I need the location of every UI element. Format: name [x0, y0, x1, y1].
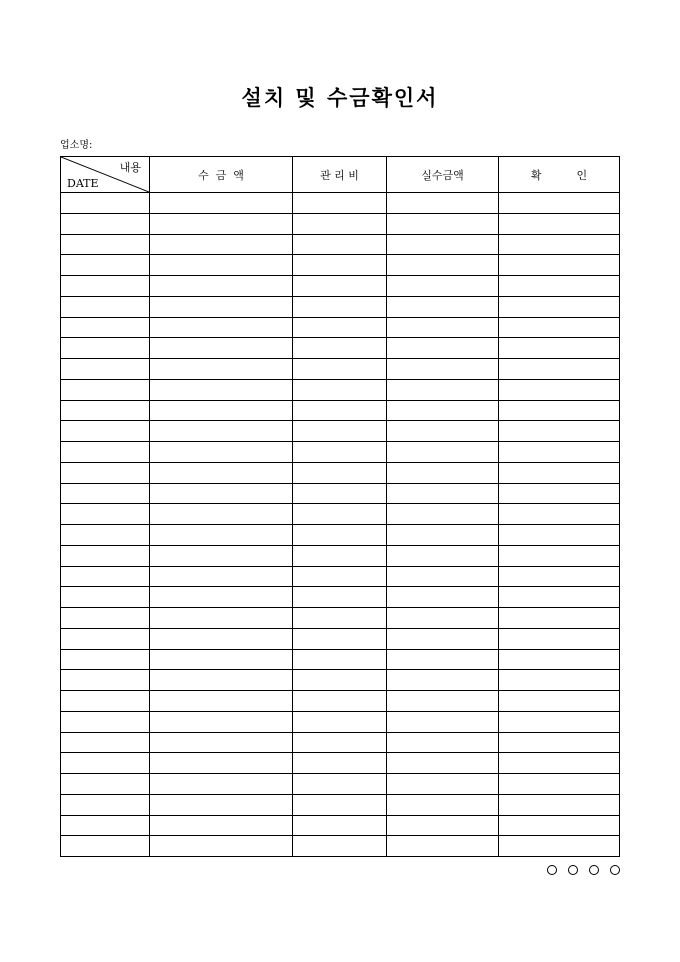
corner-date-label: DATE — [67, 177, 99, 190]
amount-cell[interactable] — [150, 545, 293, 566]
table-row — [61, 587, 620, 608]
confirm-cell[interactable] — [499, 213, 620, 234]
date-cell[interactable] — [61, 753, 150, 774]
amount-cell[interactable] — [150, 462, 293, 483]
table-row — [61, 628, 620, 649]
confirm-cell[interactable] — [499, 462, 620, 483]
date-cell[interactable] — [61, 338, 150, 359]
fee-cell[interactable] — [293, 483, 387, 504]
fee-cell[interactable] — [293, 421, 387, 442]
net-amount-cell[interactable] — [387, 774, 499, 795]
net-amount-cell[interactable] — [387, 608, 499, 629]
amount-cell[interactable] — [150, 296, 293, 317]
confirm-cell[interactable] — [499, 525, 620, 546]
collection-table — [60, 156, 620, 857]
fee-cell[interactable] — [293, 711, 387, 732]
fee-cell[interactable] — [293, 566, 387, 587]
table-body — [61, 193, 620, 857]
table-row — [61, 276, 620, 297]
date-cell[interactable] — [61, 566, 150, 587]
table-row — [61, 732, 620, 753]
net-amount-cell[interactable] — [387, 794, 499, 815]
date-cell[interactable] — [61, 462, 150, 483]
table-row — [61, 379, 620, 400]
table-row — [61, 525, 620, 546]
date-cell[interactable] — [61, 815, 150, 836]
date-cell[interactable] — [61, 587, 150, 608]
date-cell[interactable] — [61, 691, 150, 712]
amount-cell[interactable] — [150, 794, 293, 815]
net-amount-cell[interactable] — [387, 545, 499, 566]
date-cell[interactable] — [61, 400, 150, 421]
date-cell[interactable] — [61, 504, 150, 525]
circle-icon — [589, 865, 599, 875]
fee-cell[interactable] — [293, 338, 387, 359]
table-row — [61, 213, 620, 234]
fee-cell[interactable] — [293, 255, 387, 276]
net-amount-cell[interactable] — [387, 379, 499, 400]
amount-cell[interactable] — [150, 400, 293, 421]
table-row — [61, 400, 620, 421]
table-row — [61, 691, 620, 712]
fee-cell[interactable] — [293, 774, 387, 795]
table-row — [61, 815, 620, 836]
page-title: 설치 및 수금확인서 — [241, 85, 439, 110]
amount-cell[interactable] — [150, 525, 293, 546]
net-amount-cell[interactable] — [387, 213, 499, 234]
amount-cell[interactable] — [150, 276, 293, 297]
table-row — [61, 670, 620, 691]
corner-header — [61, 157, 150, 193]
circle-icon — [568, 865, 578, 875]
confirm-cell[interactable] — [499, 566, 620, 587]
net-amount-cell[interactable] — [387, 566, 499, 587]
confirm-cell[interactable] — [499, 628, 620, 649]
net-amount-cell[interactable] — [387, 338, 499, 359]
confirm-cell[interactable] — [499, 774, 620, 795]
confirm-cell[interactable] — [499, 608, 620, 629]
net-amount-cell[interactable] — [387, 670, 499, 691]
confirm-cell[interactable] — [499, 338, 620, 359]
confirm-cell[interactable] — [499, 379, 620, 400]
amount-cell[interactable] — [150, 566, 293, 587]
date-cell[interactable] — [61, 836, 150, 857]
stamp-circles — [547, 865, 620, 875]
date-cell[interactable] — [61, 255, 150, 276]
fee-cell[interactable] — [293, 628, 387, 649]
amount-cell[interactable] — [150, 255, 293, 276]
fee-cell[interactable] — [293, 276, 387, 297]
table-row — [61, 193, 620, 214]
date-cell[interactable] — [61, 483, 150, 504]
fee-cell[interactable] — [293, 836, 387, 857]
fee-cell[interactable] — [293, 608, 387, 629]
table-row — [61, 711, 620, 732]
table-row — [61, 483, 620, 504]
header-net-amount: 실수금액 — [387, 157, 499, 193]
confirm-cell[interactable] — [499, 670, 620, 691]
net-amount-cell[interactable] — [387, 255, 499, 276]
date-cell[interactable] — [61, 608, 150, 629]
confirm-cell[interactable] — [499, 711, 620, 732]
fee-cell[interactable] — [293, 670, 387, 691]
date-cell[interactable] — [61, 296, 150, 317]
date-cell[interactable] — [61, 421, 150, 442]
amount-cell[interactable] — [150, 753, 293, 774]
fee-cell[interactable] — [293, 691, 387, 712]
amount-cell[interactable] — [150, 442, 293, 463]
date-cell[interactable] — [61, 794, 150, 815]
amount-cell[interactable] — [150, 815, 293, 836]
table-row — [61, 421, 620, 442]
amount-cell[interactable] — [150, 504, 293, 525]
confirm-cell[interactable] — [499, 296, 620, 317]
confirm-cell[interactable] — [499, 836, 620, 857]
amount-cell[interactable] — [150, 587, 293, 608]
confirm-cell[interactable] — [499, 753, 620, 774]
date-cell[interactable] — [61, 213, 150, 234]
net-amount-cell[interactable] — [387, 462, 499, 483]
amount-cell[interactable] — [150, 836, 293, 857]
amount-cell[interactable] — [150, 213, 293, 234]
net-amount-cell[interactable] — [387, 234, 499, 255]
amount-cell[interactable] — [150, 628, 293, 649]
net-amount-cell[interactable] — [387, 483, 499, 504]
table-row — [61, 836, 620, 857]
net-amount-cell[interactable] — [387, 193, 499, 214]
fee-cell[interactable] — [293, 213, 387, 234]
table-row — [61, 255, 620, 276]
table-row — [61, 338, 620, 359]
amount-cell[interactable] — [150, 317, 293, 338]
net-amount-cell[interactable] — [387, 296, 499, 317]
amount-cell[interactable] — [150, 193, 293, 214]
confirm-cell[interactable] — [499, 193, 620, 214]
fee-cell[interactable] — [293, 649, 387, 670]
amount-cell[interactable] — [150, 379, 293, 400]
confirm-cell[interactable] — [499, 255, 620, 276]
header-amount-collected: 수 금 액 — [150, 157, 293, 193]
confirm-cell[interactable] — [499, 815, 620, 836]
net-amount-cell[interactable] — [387, 421, 499, 442]
confirm-cell[interactable] — [499, 483, 620, 504]
confirm-cell[interactable] — [499, 587, 620, 608]
net-amount-cell[interactable] — [387, 276, 499, 297]
table-row — [61, 442, 620, 463]
confirm-cell[interactable] — [499, 442, 620, 463]
confirm-cell[interactable] — [499, 400, 620, 421]
table-row — [61, 794, 620, 815]
date-cell[interactable] — [61, 732, 150, 753]
date-cell[interactable] — [61, 193, 150, 214]
date-cell[interactable] — [61, 711, 150, 732]
fee-cell[interactable] — [293, 504, 387, 525]
net-amount-cell[interactable] — [387, 525, 499, 546]
date-cell[interactable] — [61, 774, 150, 795]
circle-icon — [547, 865, 557, 875]
date-cell[interactable] — [61, 670, 150, 691]
net-amount-cell[interactable] — [387, 587, 499, 608]
fee-cell[interactable] — [293, 317, 387, 338]
net-amount-cell[interactable] — [387, 504, 499, 525]
net-amount-cell[interactable] — [387, 317, 499, 338]
fee-cell[interactable] — [293, 442, 387, 463]
confirm-cell[interactable] — [499, 732, 620, 753]
fee-cell[interactable] — [293, 815, 387, 836]
amount-cell[interactable] — [150, 774, 293, 795]
confirm-cell[interactable] — [499, 649, 620, 670]
net-amount-cell[interactable] — [387, 691, 499, 712]
fee-cell[interactable] — [293, 193, 387, 214]
table-row — [61, 566, 620, 587]
table-row — [61, 234, 620, 255]
header-management-fee: 관 리 비 — [293, 157, 387, 193]
amount-cell[interactable] — [150, 691, 293, 712]
amount-cell[interactable] — [150, 670, 293, 691]
amount-cell[interactable] — [150, 338, 293, 359]
table-row — [61, 504, 620, 525]
corner-content-label: 내용 — [119, 161, 141, 174]
table-row — [61, 317, 620, 338]
business-name-label: 업소명: — [60, 140, 93, 151]
amount-cell[interactable] — [150, 359, 293, 380]
table-row — [61, 774, 620, 795]
date-cell[interactable] — [61, 379, 150, 400]
date-cell[interactable] — [61, 442, 150, 463]
net-amount-cell[interactable] — [387, 442, 499, 463]
table-row — [61, 545, 620, 566]
fee-cell[interactable] — [293, 525, 387, 546]
table-row — [61, 753, 620, 774]
table-row — [61, 296, 620, 317]
confirm-cell[interactable] — [499, 234, 620, 255]
amount-cell[interactable] — [150, 732, 293, 753]
fee-cell[interactable] — [293, 462, 387, 483]
table-row — [61, 359, 620, 380]
net-amount-cell[interactable] — [387, 649, 499, 670]
date-cell[interactable] — [61, 628, 150, 649]
date-cell[interactable] — [61, 525, 150, 546]
fee-cell[interactable] — [293, 794, 387, 815]
date-cell[interactable] — [61, 317, 150, 338]
fee-cell[interactable] — [293, 234, 387, 255]
confirm-cell[interactable] — [499, 317, 620, 338]
net-amount-cell[interactable] — [387, 815, 499, 836]
table-row — [61, 608, 620, 629]
circle-icon — [610, 865, 620, 875]
amount-cell[interactable] — [150, 421, 293, 442]
confirm-cell[interactable] — [499, 504, 620, 525]
fee-cell[interactable] — [293, 753, 387, 774]
amount-cell[interactable] — [150, 608, 293, 629]
table-row — [61, 462, 620, 483]
confirm-cell[interactable] — [499, 794, 620, 815]
amount-cell[interactable] — [150, 234, 293, 255]
amount-cell[interactable] — [150, 711, 293, 732]
fee-cell[interactable] — [293, 732, 387, 753]
net-amount-cell[interactable] — [387, 732, 499, 753]
confirm-cell[interactable] — [499, 276, 620, 297]
date-cell[interactable] — [61, 276, 150, 297]
fee-cell[interactable] — [293, 545, 387, 566]
amount-cell[interactable] — [150, 483, 293, 504]
fee-cell[interactable] — [293, 587, 387, 608]
net-amount-cell[interactable] — [387, 836, 499, 857]
confirm-cell[interactable] — [499, 359, 620, 380]
fee-cell[interactable] — [293, 359, 387, 380]
date-cell[interactable] — [61, 359, 150, 380]
net-amount-cell[interactable] — [387, 359, 499, 380]
net-amount-cell[interactable] — [387, 711, 499, 732]
confirm-cell[interactable] — [499, 545, 620, 566]
confirm-cell[interactable] — [499, 421, 620, 442]
fee-cell[interactable] — [293, 400, 387, 421]
header-row — [61, 157, 620, 193]
amount-cell[interactable] — [150, 649, 293, 670]
net-amount-cell[interactable] — [387, 400, 499, 421]
date-cell[interactable] — [61, 545, 150, 566]
date-cell[interactable] — [61, 649, 150, 670]
date-cell[interactable] — [61, 234, 150, 255]
table-row — [61, 649, 620, 670]
net-amount-cell[interactable] — [387, 628, 499, 649]
header-confirmation: 확 인 — [499, 157, 620, 193]
fee-cell[interactable] — [293, 296, 387, 317]
confirm-cell[interactable] — [499, 691, 620, 712]
net-amount-cell[interactable] — [387, 753, 499, 774]
fee-cell[interactable] — [293, 379, 387, 400]
